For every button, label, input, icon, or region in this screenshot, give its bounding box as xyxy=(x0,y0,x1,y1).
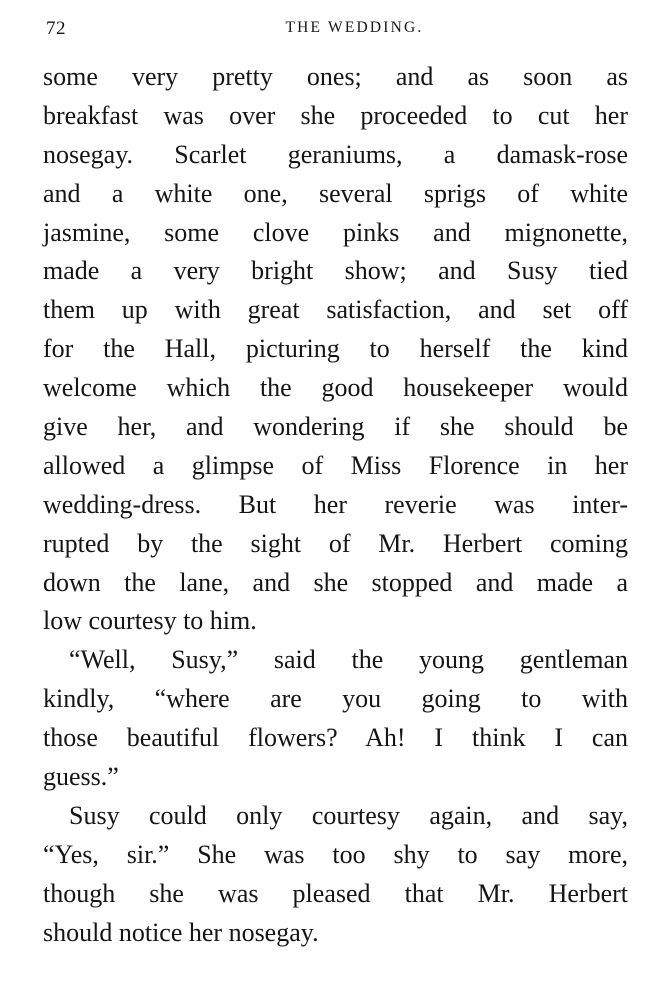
text-line: jasmine, some clove pinks and mignonette, xyxy=(43,217,628,247)
text-line: though she was pleased that Mr. Herbert xyxy=(43,878,628,908)
text-line: them up with great satisfaction, and set off xyxy=(43,295,628,325)
text-line: breakfast was over she proceeded to cut her xyxy=(43,100,628,130)
text-line: give her, and wondering if she should be xyxy=(43,412,628,442)
text-line: allowed a glimpse of Miss Florence in her xyxy=(43,450,628,480)
text-line: and a white one, several sprigs of white xyxy=(43,178,628,208)
text-line: low courtesy to him. xyxy=(43,606,257,636)
text-line: some very pretty ones; and as soon as xyxy=(43,62,628,91)
text-line: guess.” xyxy=(43,762,119,792)
text-line: “Yes, sir.” She was too shy to say more, xyxy=(43,839,628,869)
text-line: kindly, “where are you going to with xyxy=(43,684,628,714)
text-line: “Well, Susy,” said the young gentleman xyxy=(69,645,628,675)
text-line: wedding-dress. But her reverie was inter- xyxy=(43,489,628,519)
text-line: should notice her nosegay. xyxy=(43,917,319,947)
text-line: for the Hall, picturing to herself the kind xyxy=(43,334,628,364)
text-line: made a very bright show; and Susy tied xyxy=(43,256,628,286)
text-line: nosegay. Scarlet geraniums, a damask-rose xyxy=(43,139,628,169)
text-line: welcome which the good housekeeper would xyxy=(43,373,628,403)
page-number: 72 xyxy=(46,18,66,39)
text-line: those beautiful flowers? Ah! I think I can xyxy=(43,723,628,753)
body-text xyxy=(43,58,628,952)
running-head xyxy=(46,18,627,42)
text-line: down the lane, and she stopped and made a xyxy=(43,567,628,597)
text-line: Susy could only courtesy again, and say, xyxy=(69,800,628,830)
text-line: rupted by the sight of Mr. Herbert coming xyxy=(43,528,628,558)
running-title: THE WEDDING. xyxy=(285,19,424,36)
